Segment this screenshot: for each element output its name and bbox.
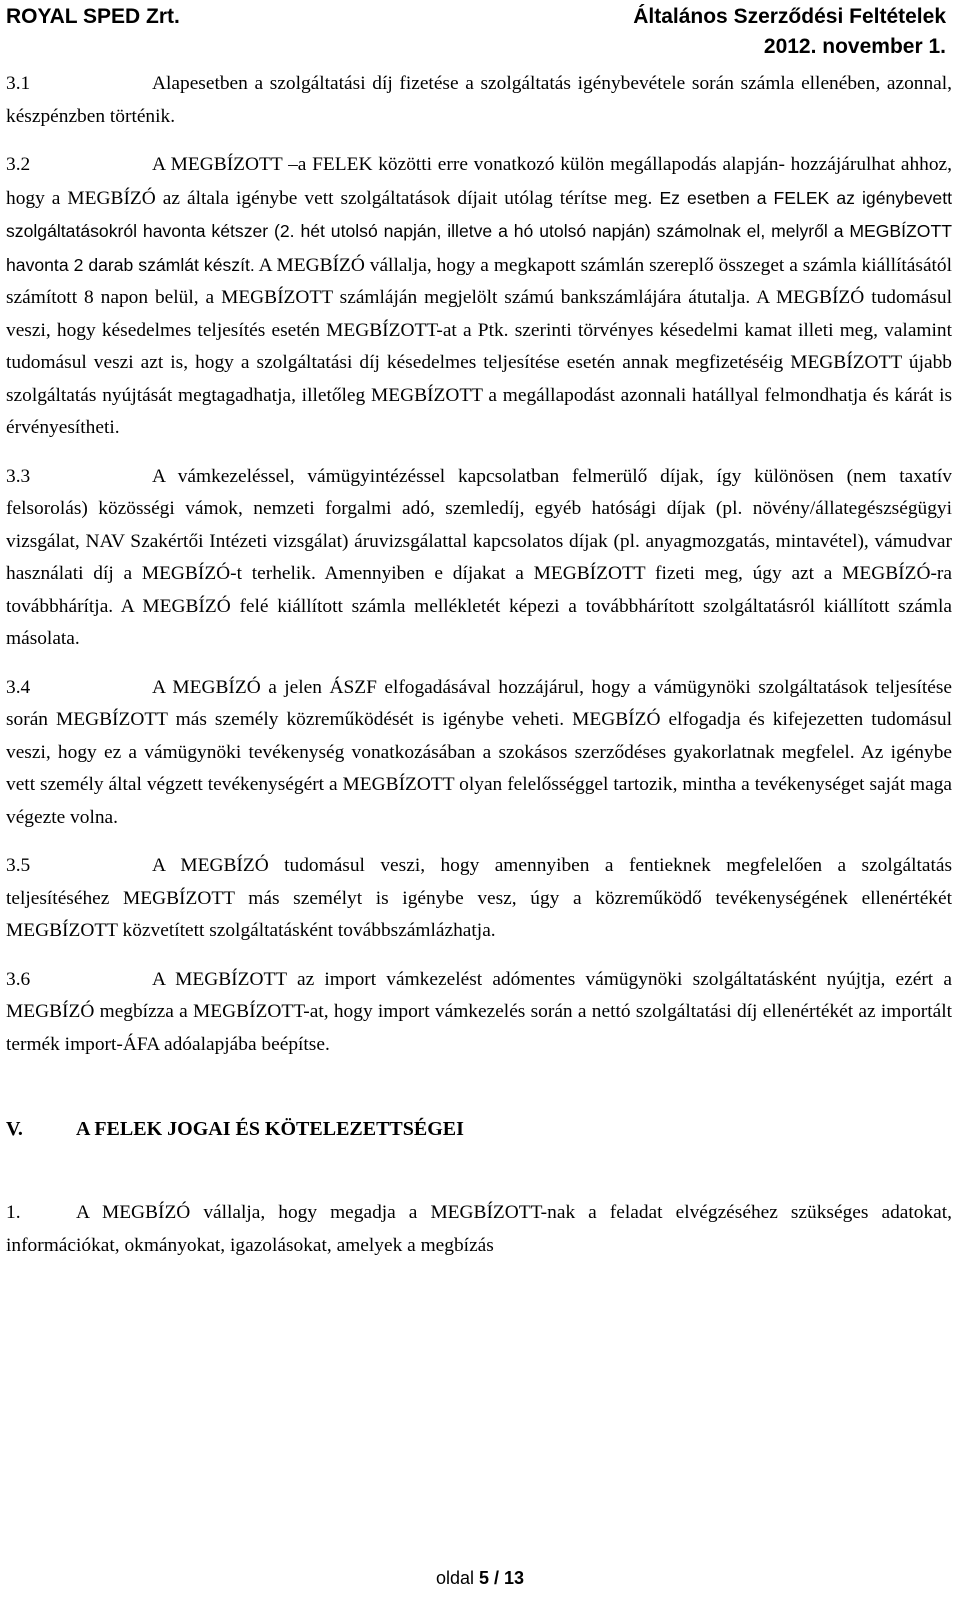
paragraph-text: A MEGBÍZOTT –a FELEK közötti erre vonatkozó külön megállapodás alapján- hozzájárulhat ahhoz, hogy a MEGBÍZÓ az általa igénybe vett szolgáltatások díjait utólag térítse meg.	[6, 154, 952, 209]
paragraph-3-5	[6, 850, 952, 948]
document-date: 2012. november 1.	[763, 35, 946, 58]
page-label: oldal	[435, 1568, 474, 1588]
paragraph-number: 3.4	[6, 676, 31, 698]
paragraph-text: szerinti törvényes késedelmi kamat illeti meg, valamint tudomásul veszi azt is, hogy a szolgáltatási díj késedelmes teljesítése esetén annak megfizetéséig MEGBÍZOTT újabb szolgáltatás nyújtását megtagadhatja, illetőleg MEGBÍZOTT a megállapodást azonnali hatállyal felmondhatja és kárát is érvényesítheti.	[6, 319, 952, 438]
paragraph-text: A MEGBÍZÓ tudomásul veszi, hogy amennyiben a fentieknek megfelelően a szolgáltatás teljesítéséhez MEGBÍZOTT más személyt is igénybe vesz, úgy a közreműködő tevékenységének ellenértékét MEGBÍZOTT közvetített szolgáltatásként továbbszámlázhatja.	[6, 855, 952, 941]
document-title: Általános Szerződési Feltételek	[633, 5, 946, 28]
paragraph-text: A vámkezeléssel, vámügyintézéssel kapcsolatban felmerülő díjak, így különösen (nem taxatív felsorolás) közösségi vámok, nemzeti forgalmi adó, szemledíj, egyéb hatósági díjak (pl. növény/állategészségügyi vizsgálat, NAV Szakértői Intézeti vizsgálat) áruvizsgálattal kapcsolatos díjak (pl. anyagmozgatás, mintavétel), vámudvar használati díj a MEGBÍZÓ-t terhelik. Amennyiben e díjakat a MEGBÍZOTT fizeti meg, úgy azt a MEGBÍZÓ-ra továbbhárítja. A MEGBÍZÓ felé kiállított számla mellékletét képezi a továbbhárított szolgáltatásról kiállított számla másolata.	[6, 465, 952, 649]
paragraph-text-sans: Ez esetben a FELEK az igénybevett szolgáltatásokról havonta kétszer (2. hét utolsó napján, illetve a hó utolsó napján) számolnak el, melyről a MEGBÍZOTT havonta 2 darab számlát készít.	[6, 187, 952, 275]
paragraph-text: A MEGBÍZÓ vállalja, hogy megadja a MEGBÍZOTT-nak a feladat elvégzéséhez szükséges adatokat, információkat, okmányokat, igazolásokat, amelyek a megbízás	[6, 1202, 952, 1256]
company-name: ROYAL SPED Zrt.	[6, 5, 180, 28]
paragraph-3-4	[6, 672, 952, 835]
section-number: V.	[6, 1118, 23, 1140]
paragraph-3-6	[6, 964, 952, 1062]
document-body	[6, 68, 952, 1278]
paragraph-text: Alapesetben a szolgáltatási díj fizetése a szolgáltatás igénybevétele során számla ellenében, azonnal, készpénzben történik.	[6, 73, 952, 127]
paragraph-3-3	[6, 461, 952, 656]
paragraph-number: 3.2	[6, 154, 31, 175]
paragraph-number: 3.6	[6, 968, 31, 990]
paragraph-text: A MEGBÍZÓ a jelen ÁSZF elfogadásával hozzájárul, hogy a vámügynöki szolgáltatások teljesítése során MEGBÍZOTT más személy közreműködését is igénybe veheti. MEGBÍZÓ elfogadja és kifejezetten tudomásul veszi, hogy ez a vámügynöki tevékenység vonatkozásában a szokásos szerződéses gyakorlatnak megfelel. Az igénybe vett személy által végzett tevékenységért a MEGBÍZOTT olyan felelősséggel tartozik, mintha a tevékenységet saját maga végezte volna.	[6, 676, 952, 828]
page-number: 5 / 13	[479, 1568, 525, 1588]
paragraph-number: 3.1	[6, 73, 31, 94]
paragraph-number: 1.	[6, 1202, 21, 1223]
paragraph-3-2	[6, 149, 952, 445]
page-header	[6, 0, 946, 62]
page-footer	[0, 1568, 960, 1589]
paragraph-number: 3.5	[6, 855, 31, 876]
paragraph-3-1	[6, 68, 952, 133]
paragraph-v-1	[6, 1197, 952, 1262]
paragraph-text: A MEGBÍZÓ vállalja, hogy a megkapott számlán szereplő összeget a számla kiállításától számított 8 napon belül, a MEGBÍZOTT számláján megjelölt számú bankszámlájára átutalja. A MEGBÍZÓ tudomásul veszi, hogy késedelmes teljesítés esetén MEGBÍZOTT-at a Ptk.	[6, 254, 953, 341]
section-heading	[6, 1113, 952, 1145]
section-title: A FELEK JOGAI ÉS KÖTELEZETTSÉGEI	[76, 1118, 464, 1140]
paragraph-number: 3.3	[6, 465, 31, 487]
paragraph-text: A MEGBÍZOTT az import vámkezelést adómentes vámügynöki szolgáltatásként nyújtja, ezért a MEGBÍZÓ megbízza a MEGBÍZOTT-at, hogy import vámkezelés során a nettó szolgáltatási díj ellenértékét az importált termék import-ÁFA adóalapjába beépítse.	[6, 968, 952, 1055]
